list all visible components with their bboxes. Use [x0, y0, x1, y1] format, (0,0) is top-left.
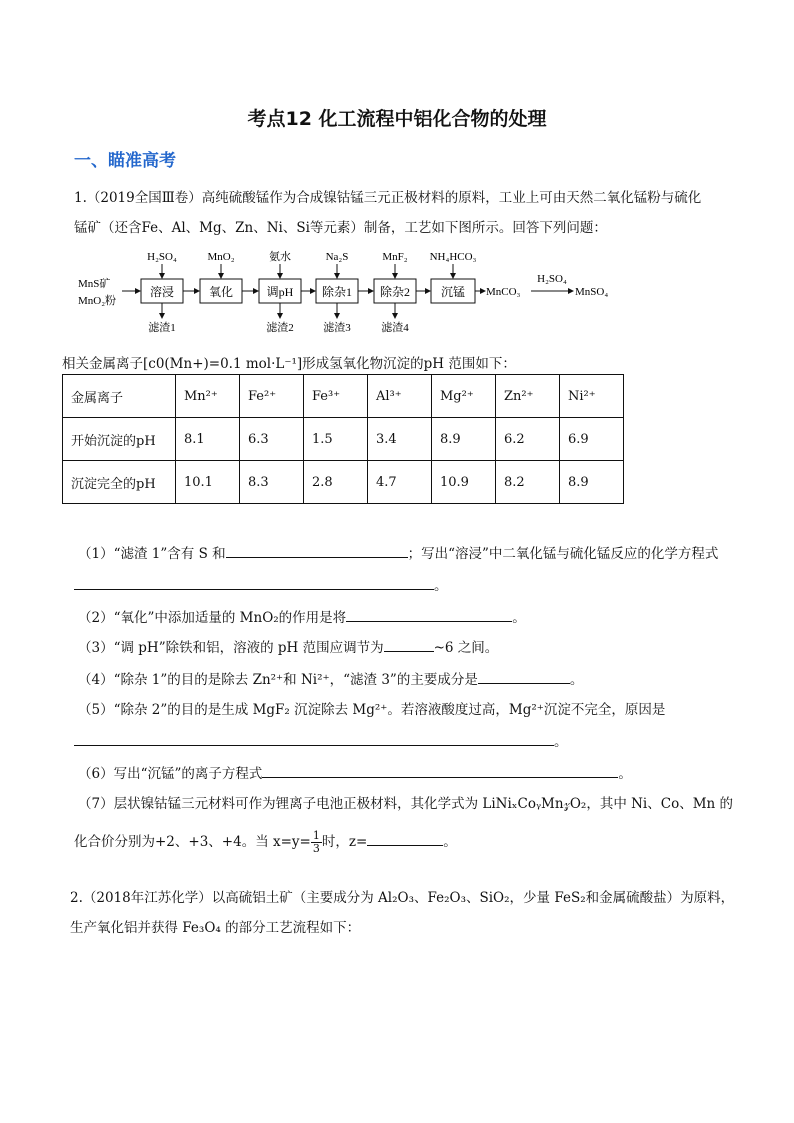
table-cell: 10.9 — [432, 461, 496, 504]
period: 。 — [434, 578, 448, 594]
table-caption: 相关金属离子[c0(Mn+)=0.1 mol·L⁻¹]形成氢氧化物沉淀的pH 范围如下： — [62, 356, 516, 372]
reagent-nh4hco3: NH₄HCO₃ — [429, 251, 477, 263]
residue-3: 滤渣3 — [323, 322, 351, 334]
step-oxidation: 氧化 — [208, 285, 234, 299]
answer-blank[interactable] — [367, 832, 443, 846]
question-7-text-b: 化合价分别为+2、+3、+4。当 x=y= — [74, 834, 311, 850]
table-cell: 4.7 — [368, 461, 432, 504]
step-leaching: 溶浸 — [149, 285, 175, 299]
question-2-text: （2）“氧化”中添加适量的 MnO₂的作用是将 — [78, 610, 347, 626]
reagent-na2s: Na₂S — [325, 251, 349, 263]
flow-step-4 — [316, 251, 358, 334]
table-cell: 6.9 — [560, 418, 624, 461]
period: 。 — [443, 834, 457, 850]
period: 。 — [554, 734, 568, 750]
question-3 — [78, 636, 498, 656]
q1-intro-line2: 锰矿（还含Fe、Al、Mg、Zn、Ni、Si等元素）制备，工艺如下图所示。回答下列问题： — [74, 220, 607, 236]
fraction-denominator: 3 — [312, 842, 320, 855]
flow-step-6 — [430, 251, 477, 303]
table-cell: 8.3 — [240, 461, 304, 504]
table-header-cell: Fe³⁺ — [304, 375, 368, 418]
answer-blank[interactable] — [262, 764, 618, 778]
product-mnco3: MnCO₃ — [486, 286, 521, 298]
question-1-text-b: ；写出“溶浸”中二氧化锰与硫化锰反应的化学方程式 — [407, 546, 719, 562]
input-mno2-powder: MnO₂粉 — [78, 295, 117, 307]
question-7 — [78, 792, 733, 812]
question-4 — [78, 668, 583, 688]
residue-4: 滤渣4 — [381, 322, 409, 334]
step-impurity-removal-1: 除杂1 — [321, 285, 353, 299]
table-header-cell: Ni²⁺ — [560, 375, 624, 418]
table-header-cell: 金属离子 — [63, 375, 176, 418]
reagent-mno2: MnO₂ — [207, 251, 235, 263]
flow-step-5 — [374, 251, 416, 334]
table-header-cell: Mg²⁺ — [432, 375, 496, 418]
step-impurity-removal-2: 除杂2 — [379, 285, 411, 299]
table-row — [63, 461, 624, 504]
table-cell: 2.8 — [304, 461, 368, 504]
table-cell: 8.9 — [560, 461, 624, 504]
table-cell: 6.2 — [496, 418, 560, 461]
step-adjust-ph: 调pH — [266, 285, 294, 299]
flow-step-2 — [200, 251, 242, 303]
question-6 — [78, 762, 632, 782]
answer-blank[interactable] — [478, 670, 570, 684]
table-cell: 3.4 — [368, 418, 432, 461]
table-header-cell: Zn²⁺ — [496, 375, 560, 418]
question-3-text-b: ~6 之间。 — [433, 640, 499, 656]
table-header-cell: Mn²⁺ — [176, 375, 240, 418]
question-4-text: （4）“除杂 1”的目的是除去 Zn²⁺和 Ni²⁺，“滤渣 3”的主要成分是 — [78, 672, 478, 688]
reagent-ammonia: 氨水 — [269, 251, 291, 263]
question-1-answer-line — [74, 574, 448, 594]
question-1-text-a: （1）“滤渣 1”含有 S 和 — [78, 546, 226, 562]
q2-line2: 生产氧化铝并获得 Fe₃O₄ 的部分工艺流程如下： — [70, 920, 361, 936]
question-5 — [78, 698, 665, 718]
question-7-text-c: 时，z= — [321, 834, 368, 850]
period: 。 — [569, 672, 584, 688]
period: 。 — [618, 766, 632, 782]
table-cell: 8.1 — [176, 418, 240, 461]
question-2 — [78, 606, 526, 626]
table-cell: 1.5 — [304, 418, 368, 461]
flow-step-1 — [141, 251, 183, 334]
answer-blank[interactable] — [384, 638, 434, 652]
table-header-cell: Al³⁺ — [368, 375, 432, 418]
fraction — [311, 830, 322, 855]
section-heading: 一、瞄准高考 — [74, 151, 176, 171]
table-cell: 8.9 — [432, 418, 496, 461]
answer-blank[interactable] — [74, 732, 554, 746]
reagent-mnf2: MnF₂ — [382, 251, 408, 263]
question-7-line2 — [74, 830, 457, 855]
fraction-numerator: 1 — [312, 829, 320, 842]
page-title: 考点12 化工流程中铝化合物的处理 — [247, 108, 547, 130]
question-5-answer-line — [74, 730, 568, 750]
question-5-text: （5）“除杂 2”的目的是生成 MgF₂ 沉淀除去 Mg²⁺。若溶液酸度过高，Mg²⁺沉淀不完全，原因是 — [78, 702, 666, 718]
table-row — [63, 418, 624, 461]
table-header-cell: Fe²⁺ — [240, 375, 304, 418]
table-header-row — [63, 375, 624, 418]
product-mnso4: MnSO₄ — [575, 286, 609, 298]
table-cell: 8.2 — [496, 461, 560, 504]
table-cell: 10.1 — [176, 461, 240, 504]
ion-ph-table — [62, 374, 624, 504]
q1-intro-line1: 1.（2019全国Ⅲ卷）高纯硫酸锰作为合成镍钴锰三元正极材料的原料，工业上可由天然二氧化锰粉与硫化 — [74, 190, 702, 206]
input-mns-ore: MnS矿 — [78, 278, 111, 290]
table-cell: 6.3 — [240, 418, 304, 461]
question-7-text-a: （7）层状镍钴锰三元材料可作为锂离子电池正极材料，其化学式为 LiNiₓCoᵧMn𝓏O₂，其中 Ni、Co、Mn 的 — [78, 796, 734, 812]
answer-blank[interactable] — [226, 544, 408, 558]
question-3-text-a: （3）“调 pH”除铁和铝，溶液的 pH 范围应调节为 — [78, 640, 384, 656]
reagent-h2so4: H₂SO₄ — [147, 251, 177, 263]
step-mn-precipitation: 沉锰 — [440, 285, 466, 299]
reagent-final-h2so4: H₂SO₄ — [537, 273, 567, 285]
period: 。 — [512, 610, 526, 626]
question-6-text: （6）写出“沉锰”的离子方程式 — [78, 766, 263, 782]
residue-1: 滤渣1 — [148, 322, 176, 334]
residue-2: 滤渣2 — [266, 322, 294, 334]
answer-blank[interactable] — [346, 608, 512, 622]
flow-step-3 — [259, 249, 301, 334]
table-cell: 沉淀完全的pH — [63, 461, 176, 504]
table-cell: 开始沉淀的pH — [63, 418, 176, 461]
process-flow-diagram — [74, 244, 634, 340]
q2-line1: 2.（2018年江苏化学）以高硫铝土矿（主要成分为 Al₂O₃、Fe₂O₃、SiO₂，少量 FeS₂和金属硫酸盐）为原料， — [70, 890, 735, 906]
question-1 — [78, 542, 718, 562]
answer-blank[interactable] — [74, 576, 434, 590]
